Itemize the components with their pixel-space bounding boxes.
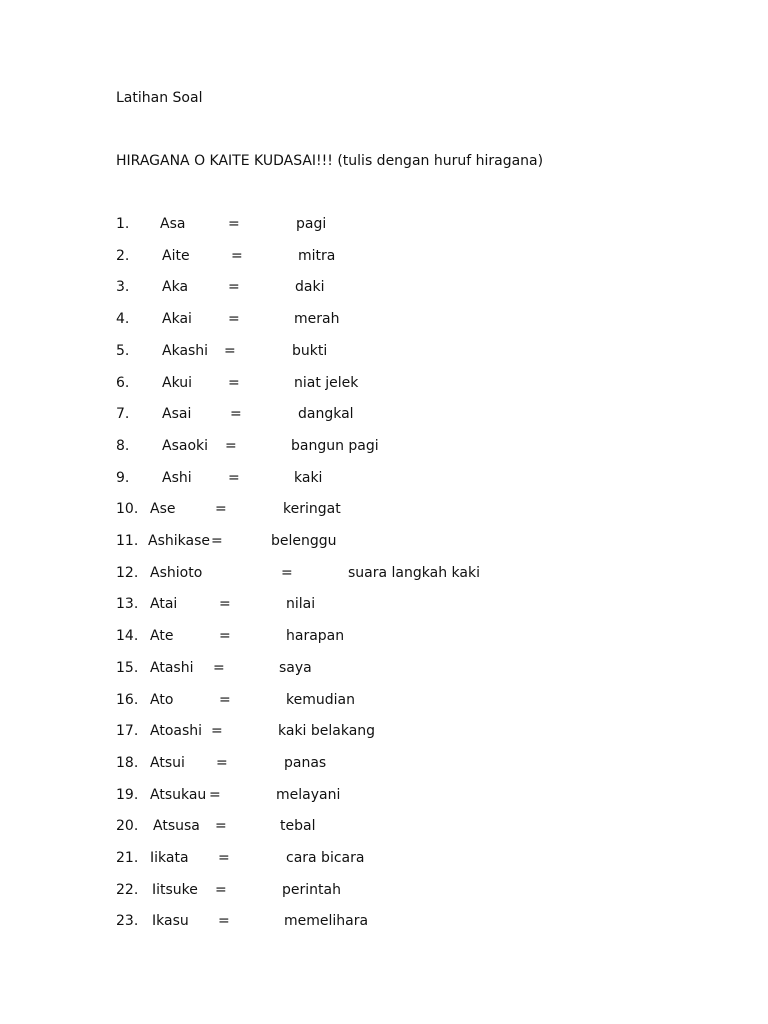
item-meaning: keringat (283, 501, 341, 517)
item-word: Ate (150, 628, 174, 644)
item-number: 5. (116, 343, 130, 359)
item-word: Atoashi (150, 723, 203, 739)
item-meaning: tebal (280, 818, 316, 834)
item-equals: = (211, 533, 223, 549)
item-word: Ashioto (150, 565, 203, 581)
item-word: Asai (162, 406, 192, 422)
item-word: Ato (150, 692, 174, 708)
item-meaning: kemudian (286, 692, 355, 708)
item-meaning: bangun pagi (291, 438, 379, 454)
item-meaning: nilai (286, 596, 316, 612)
item-word: Atsui (150, 755, 185, 771)
item-meaning: cara bicara (286, 850, 365, 866)
item-meaning: memelihara (284, 913, 369, 929)
item-word: Akashi (162, 343, 209, 359)
item-word: Ase (150, 501, 176, 517)
item-number: 11. (116, 533, 139, 549)
item-meaning: mitra (298, 248, 336, 264)
item-meaning: belenggu (271, 533, 337, 549)
item-equals: = (281, 565, 293, 581)
item-word: Akui (162, 375, 193, 391)
item-equals: = (228, 311, 240, 327)
item-word: Iitsuke (152, 882, 198, 898)
item-number: 14. (116, 628, 139, 644)
item-meaning: perintah (282, 882, 341, 898)
item-meaning: merah (294, 311, 340, 327)
item-word: Aite (162, 248, 190, 264)
item-number: 2. (116, 248, 130, 264)
item-word: Atsukau (150, 787, 207, 803)
item-equals: = (213, 660, 225, 676)
item-meaning: dangkal (298, 406, 354, 422)
item-word: Iikata (150, 850, 189, 866)
item-word: Atashi (150, 660, 194, 676)
item-equals: = (219, 692, 231, 708)
item-meaning: suara langkah kaki (348, 565, 480, 581)
item-word: Atai (150, 596, 178, 612)
item-meaning: harapan (286, 628, 345, 644)
item-equals: = (228, 470, 240, 486)
item-word: Aka (162, 279, 189, 295)
item-equals: = (228, 375, 240, 391)
item-meaning: niat jelek (294, 375, 359, 391)
item-number: 12. (116, 565, 139, 581)
item-equals: = (231, 248, 243, 264)
item-equals: = (219, 596, 231, 612)
item-number: 3. (116, 279, 130, 295)
item-meaning: kaki (294, 470, 323, 486)
item-number: 7. (116, 406, 130, 422)
item-number: 23. (116, 913, 139, 929)
item-number: 15. (116, 660, 139, 676)
item-equals: = (215, 818, 227, 834)
item-number: 17. (116, 723, 139, 739)
item-number: 1. (116, 216, 130, 232)
item-meaning: melayani (276, 787, 341, 803)
item-number: 9. (116, 470, 130, 486)
item-word: Ashi (162, 470, 192, 486)
item-number: 6. (116, 375, 130, 391)
item-number: 19. (116, 787, 139, 803)
item-meaning: saya (279, 660, 312, 676)
item-word: Ashikase (148, 533, 210, 549)
item-equals: = (218, 850, 230, 866)
item-meaning: daki (295, 279, 325, 295)
item-meaning: pagi (296, 216, 327, 232)
item-word: Atsusa (153, 818, 200, 834)
item-equals: = (216, 755, 228, 771)
item-number: 22. (116, 882, 139, 898)
item-word: Asaoki (162, 438, 209, 454)
instruction-text: HIRAGANA O KAITE KUDASAI!!! (tulis dengan huruf hiragana) (116, 153, 544, 169)
item-equals: = (230, 406, 242, 422)
item-word: Ikasu (152, 913, 189, 929)
item-equals: = (211, 723, 223, 739)
item-number: 13. (116, 596, 139, 612)
item-number: 21. (116, 850, 139, 866)
item-equals: = (219, 628, 231, 644)
item-number: 18. (116, 755, 139, 771)
item-equals: = (225, 438, 237, 454)
item-equals: = (215, 882, 227, 898)
item-meaning: panas (284, 755, 327, 771)
item-word: Akai (162, 311, 192, 327)
item-equals: = (215, 501, 227, 517)
page-title: Latihan Soal (116, 90, 203, 106)
item-equals: = (228, 216, 240, 232)
item-equals: = (224, 343, 236, 359)
item-meaning: bukti (292, 343, 328, 359)
item-word: Asa (160, 216, 186, 232)
item-equals: = (218, 913, 230, 929)
item-number: 4. (116, 311, 130, 327)
item-number: 20. (116, 818, 139, 834)
item-number: 8. (116, 438, 130, 454)
item-number: 16. (116, 692, 139, 708)
item-equals: = (209, 787, 221, 803)
item-meaning: kaki belakang (278, 723, 376, 739)
item-number: 10. (116, 501, 139, 517)
item-equals: = (228, 279, 240, 295)
